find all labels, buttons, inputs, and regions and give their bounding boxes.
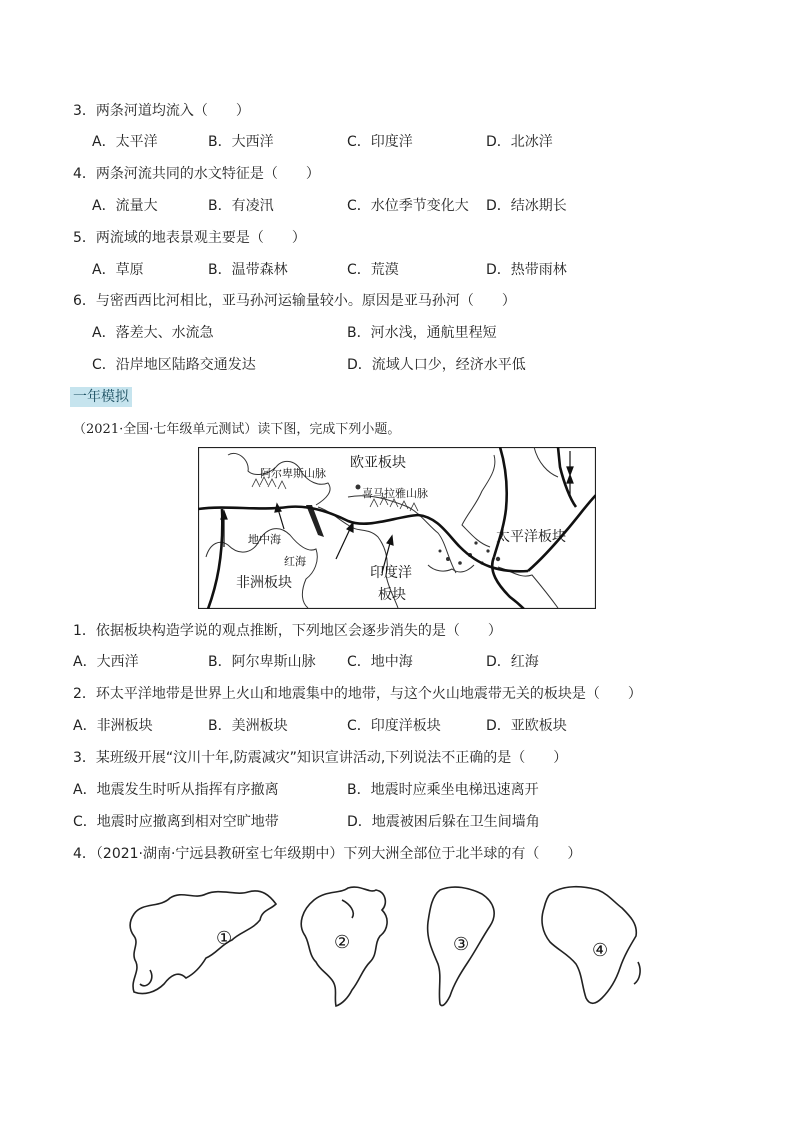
- label-eurasia-plate: 欧亚板块: [350, 455, 406, 471]
- plate-map: [198, 447, 596, 609]
- p2q1-option-d[interactable]: D．红海: [486, 654, 539, 670]
- label-indian-plate: 板块: [378, 587, 406, 603]
- p2q1-option-a[interactable]: A．大西洋: [73, 654, 139, 670]
- q3-option-d[interactable]: D．北冰洋: [486, 134, 553, 150]
- label-alps: 阿尔卑斯山脉: [260, 467, 326, 480]
- q3-option-c[interactable]: C．印度洋: [347, 134, 413, 150]
- q6-option-b[interactable]: B．河水浅，通航里程短: [347, 325, 497, 341]
- p2q3-option-c[interactable]: C．地震时应撤离到相对空旷地带: [73, 814, 279, 830]
- continent-label-4: ④: [592, 940, 609, 961]
- question-3-stem: 3．两条河道均流入（ ）: [73, 103, 250, 119]
- continent-label-2: ②: [334, 932, 351, 953]
- p2q2-option-d[interactable]: D．亚欧板块: [486, 718, 567, 734]
- q4-option-b[interactable]: B．有凌汛: [208, 198, 274, 214]
- part2-question-1-stem: 1．依据板块构造学说的观点推断，下列地区会逐步消失的是（ ）: [73, 623, 502, 639]
- question-4-stem: 4．两条河流共同的水文特征是（ ）: [73, 166, 320, 182]
- p2q2-option-a[interactable]: A．非洲板块: [73, 718, 153, 734]
- p2q3-option-a[interactable]: A．地震发生时听从指挥有序撤离: [73, 782, 279, 798]
- label-himalaya: 喜马拉雅山脉: [362, 487, 428, 500]
- source-line: （2021·全国·七年级单元测试）读下图，完成下列小题。: [73, 422, 401, 437]
- label-indian-ocean: 印度洋: [370, 565, 412, 581]
- q6-option-c[interactable]: C．沿岸地区陆路交通发达: [92, 357, 256, 373]
- q4-option-c[interactable]: C．水位季节变化大: [347, 198, 469, 214]
- question-5-stem: 5．两流域的地表景观主要是（ ）: [73, 230, 306, 246]
- p2q3-option-b[interactable]: B．地震时应乘坐电梯迅速离开: [347, 782, 539, 798]
- q3-option-b[interactable]: B．大西洋: [208, 134, 274, 150]
- q6-option-d[interactable]: D．流域人口少，经济水平低: [347, 357, 526, 373]
- q5-option-d[interactable]: D．热带雨林: [486, 262, 567, 278]
- q4-option-d[interactable]: D．结冰期长: [486, 198, 567, 214]
- label-african-plate: 非洲板块: [236, 575, 292, 591]
- question-6-stem: 6．与密西西比河相比，亚马孙河运输量较小。原因是亚马孙河（ ）: [73, 293, 516, 309]
- q5-option-a[interactable]: A．草原: [92, 262, 144, 278]
- continent-4-outline: [542, 887, 636, 1004]
- label-pacific-plate: 太平洋板块: [496, 529, 566, 545]
- p2q2-option-b[interactable]: B．美洲板块: [208, 718, 288, 734]
- q3-option-a[interactable]: A．太平洋: [92, 134, 158, 150]
- continent-label-3: ③: [453, 934, 470, 955]
- q6-option-a[interactable]: A．落差大、水流急: [92, 325, 214, 341]
- p2q1-option-c[interactable]: C．地中海: [347, 654, 413, 670]
- part2-question-2-stem: 2．环太平洋地带是世界上火山和地震集中的地带，与这个火山地震带无关的板块是（ ）: [73, 686, 642, 702]
- continent-figures: [120, 880, 660, 1010]
- q5-option-b[interactable]: B．温带森林: [208, 262, 288, 278]
- p2q1-option-b[interactable]: B．阿尔卑斯山脉: [208, 654, 316, 670]
- label-mediterranean: 地中海: [248, 533, 281, 546]
- label-red-sea: 红海: [284, 555, 306, 568]
- q4-option-a[interactable]: A．流量大: [92, 198, 158, 214]
- p2q3-option-d[interactable]: D．地震被困后躲在卫生间墙角: [347, 814, 540, 830]
- part2-question-3-stem: 3．某班级开展“汶川十年,防震减灾”知识宣讲活动,下列说法不正确的是（ ）: [73, 750, 568, 766]
- part2-question-4-stem: 4．（2021·湖南·宁远县教研室七年级期中）下列大洲全部位于北半球的有（ ）: [73, 846, 582, 862]
- section-tag: 一年模拟: [70, 387, 132, 407]
- continent-label-1: ①: [216, 928, 233, 949]
- q5-option-c[interactable]: C．荒漠: [347, 262, 399, 278]
- p2q2-option-c[interactable]: C．印度洋板块: [347, 718, 441, 734]
